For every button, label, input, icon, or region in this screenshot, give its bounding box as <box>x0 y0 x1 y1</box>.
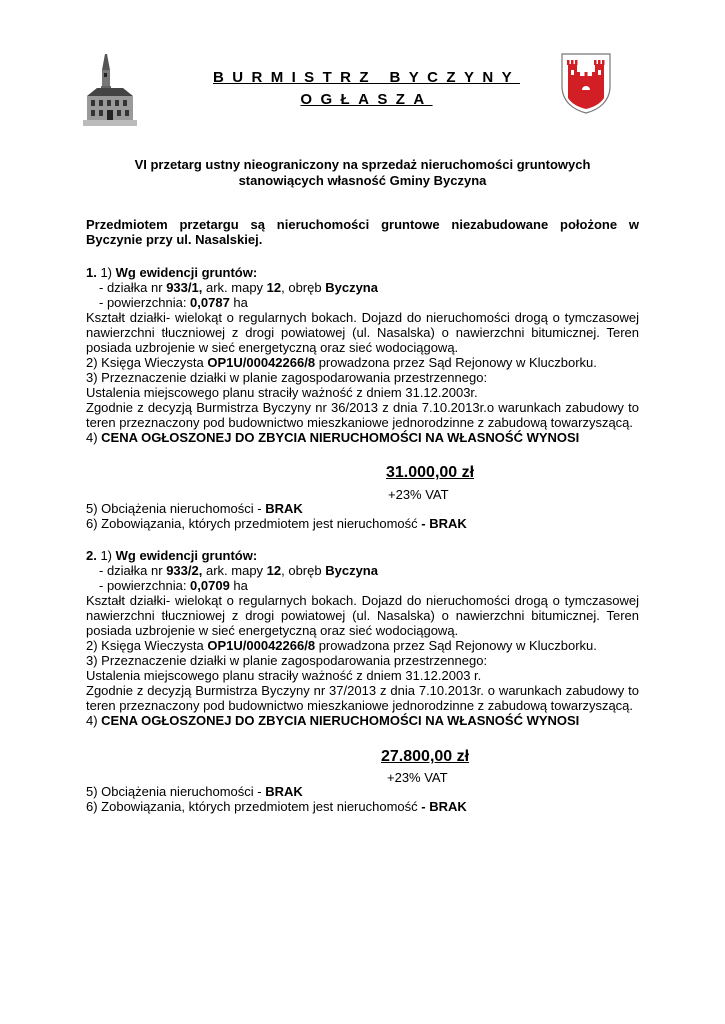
price-2: 27.800,00 zł <box>381 748 470 765</box>
land-register-line: 2) Księga Wieczysta OP1U/00042266/8 prowadzona przez Sąd Rejonowy w Kluczborku. <box>86 638 597 653</box>
subtitle-line1: VI przetarg ustny nieograniczony na sprzedaż nieruchomości gruntowych <box>134 157 591 172</box>
area-line: - powierzchnia: 0,0709 ha <box>99 578 248 593</box>
plan-validity-line: Ustalenia miejscowego planu straciły ważność z dniem 31.12.2003r. <box>86 385 478 400</box>
parcel-description: Kształt działki- wielokąt o regularnych bokach. Dojazd do nieruchomości drogą o tymczasowej nawierzchni tłuczniowej z drogi powiatowej (ul. Nasalska) o nawierzchni bitumicznej. Teren posiada uzbrojenie w sieć energetyczną oraz sieć wodociągową. <box>86 310 639 355</box>
item-1 <box>86 265 639 445</box>
header-title-line1: BURMISTRZ BYCZYNY <box>213 69 520 86</box>
decision-paragraph: Zgodnie z decyzją Burmistrza Byczyny nr 37/2013 z dnia 7.10.2013r. o warunkach zabudowy to teren przeznaczony pod budownictwo mieszkaniowe jednorodzinne z zabudową towarzyszącą. <box>86 683 639 713</box>
auction-subtitle <box>0 157 725 189</box>
encumbrance-line: 5) Obciążenia nieruchomości - BRAK <box>86 784 303 799</box>
parcel-line: - działka nr 933/2, ark. mapy 12, obręb Byczyna <box>99 563 378 578</box>
price-1: 31.000,00 zł <box>386 464 475 481</box>
price-label-line: 4) CENA OGŁOSZONEJ DO ZBYCIA NIERUCHOMOŚCI NA WŁASNOŚĆ WYNOSI <box>86 713 580 728</box>
subtitle-line2: stanowiących własność Gminy Byczyna <box>238 173 487 188</box>
zoning-line: 3) Przeznaczenie działki w planie zagospodarowania przestrzennego: <box>86 370 488 385</box>
parcel-line: - działka nr 933/1, ark. mapy 12, obręb Byczyna <box>99 280 378 295</box>
item-2 <box>86 548 639 728</box>
item-2-footer <box>86 784 639 814</box>
parcel-description: Kształt działki- wielokąt o regularnych bokach. Dojazd do nieruchomości drogą o tymczasowej nawierzchni tłuczniowej z drogi powiatowej (ul. Nasalska) o nawierzchni bitumicznej. Teren posiada uzbrojenie w sieć energetyczną oraz sieć wodociągową. <box>86 593 639 638</box>
intro-paragraph: Przedmiotem przetargu są nieruchomości gruntowe niezabudowane położone w Byczynie przy ul. Nasalskiej. <box>86 217 639 247</box>
header-title-line2: OGŁASZA <box>300 91 433 108</box>
encumbrance-line: 5) Obciążenia nieruchomości - BRAK <box>86 501 303 516</box>
obligations-line: 6) Zobowiązania, których przedmiotem jest nieruchomość - BRAK <box>86 516 467 531</box>
plan-validity-line: Ustalenia miejscowego planu straciły ważność z dniem 31.12.2003 r. <box>86 668 482 683</box>
item-heading: 1. 1) Wg ewidencji gruntów: <box>86 265 258 280</box>
obligations-line: 6) Zobowiązania, których przedmiotem jest nieruchomość - BRAK <box>86 799 467 814</box>
town-hall-photo <box>83 52 137 126</box>
item-1-footer <box>86 501 639 531</box>
vat-1: +23% VAT <box>388 487 449 502</box>
zoning-line: 3) Przeznaczenie działki w planie zagospodarowania przestrzennego: <box>86 653 488 668</box>
item-heading: 2. 1) Wg ewidencji gruntów: <box>86 548 258 563</box>
price-label-line: 4) CENA OGŁOSZONEJ DO ZBYCIA NIERUCHOMOŚCI NA WŁASNOŚĆ WYNOSI <box>86 430 580 445</box>
land-register-line: 2) Księga Wieczysta OP1U/00042266/8 prowadzona przez Sąd Rejonowy w Kluczborku. <box>86 355 597 370</box>
decision-paragraph: Zgodnie z decyzją Burmistrza Byczyny nr 36/2013 z dnia 7.10.2013r.o warunkach zabudowy to teren przeznaczony pod budownictwo mieszkaniowe jednorodzinne z zabudową towarzyszącą. <box>86 400 639 430</box>
area-line: - powierzchnia: 0,0787 ha <box>99 295 248 310</box>
vat-2: +23% VAT <box>387 770 448 785</box>
